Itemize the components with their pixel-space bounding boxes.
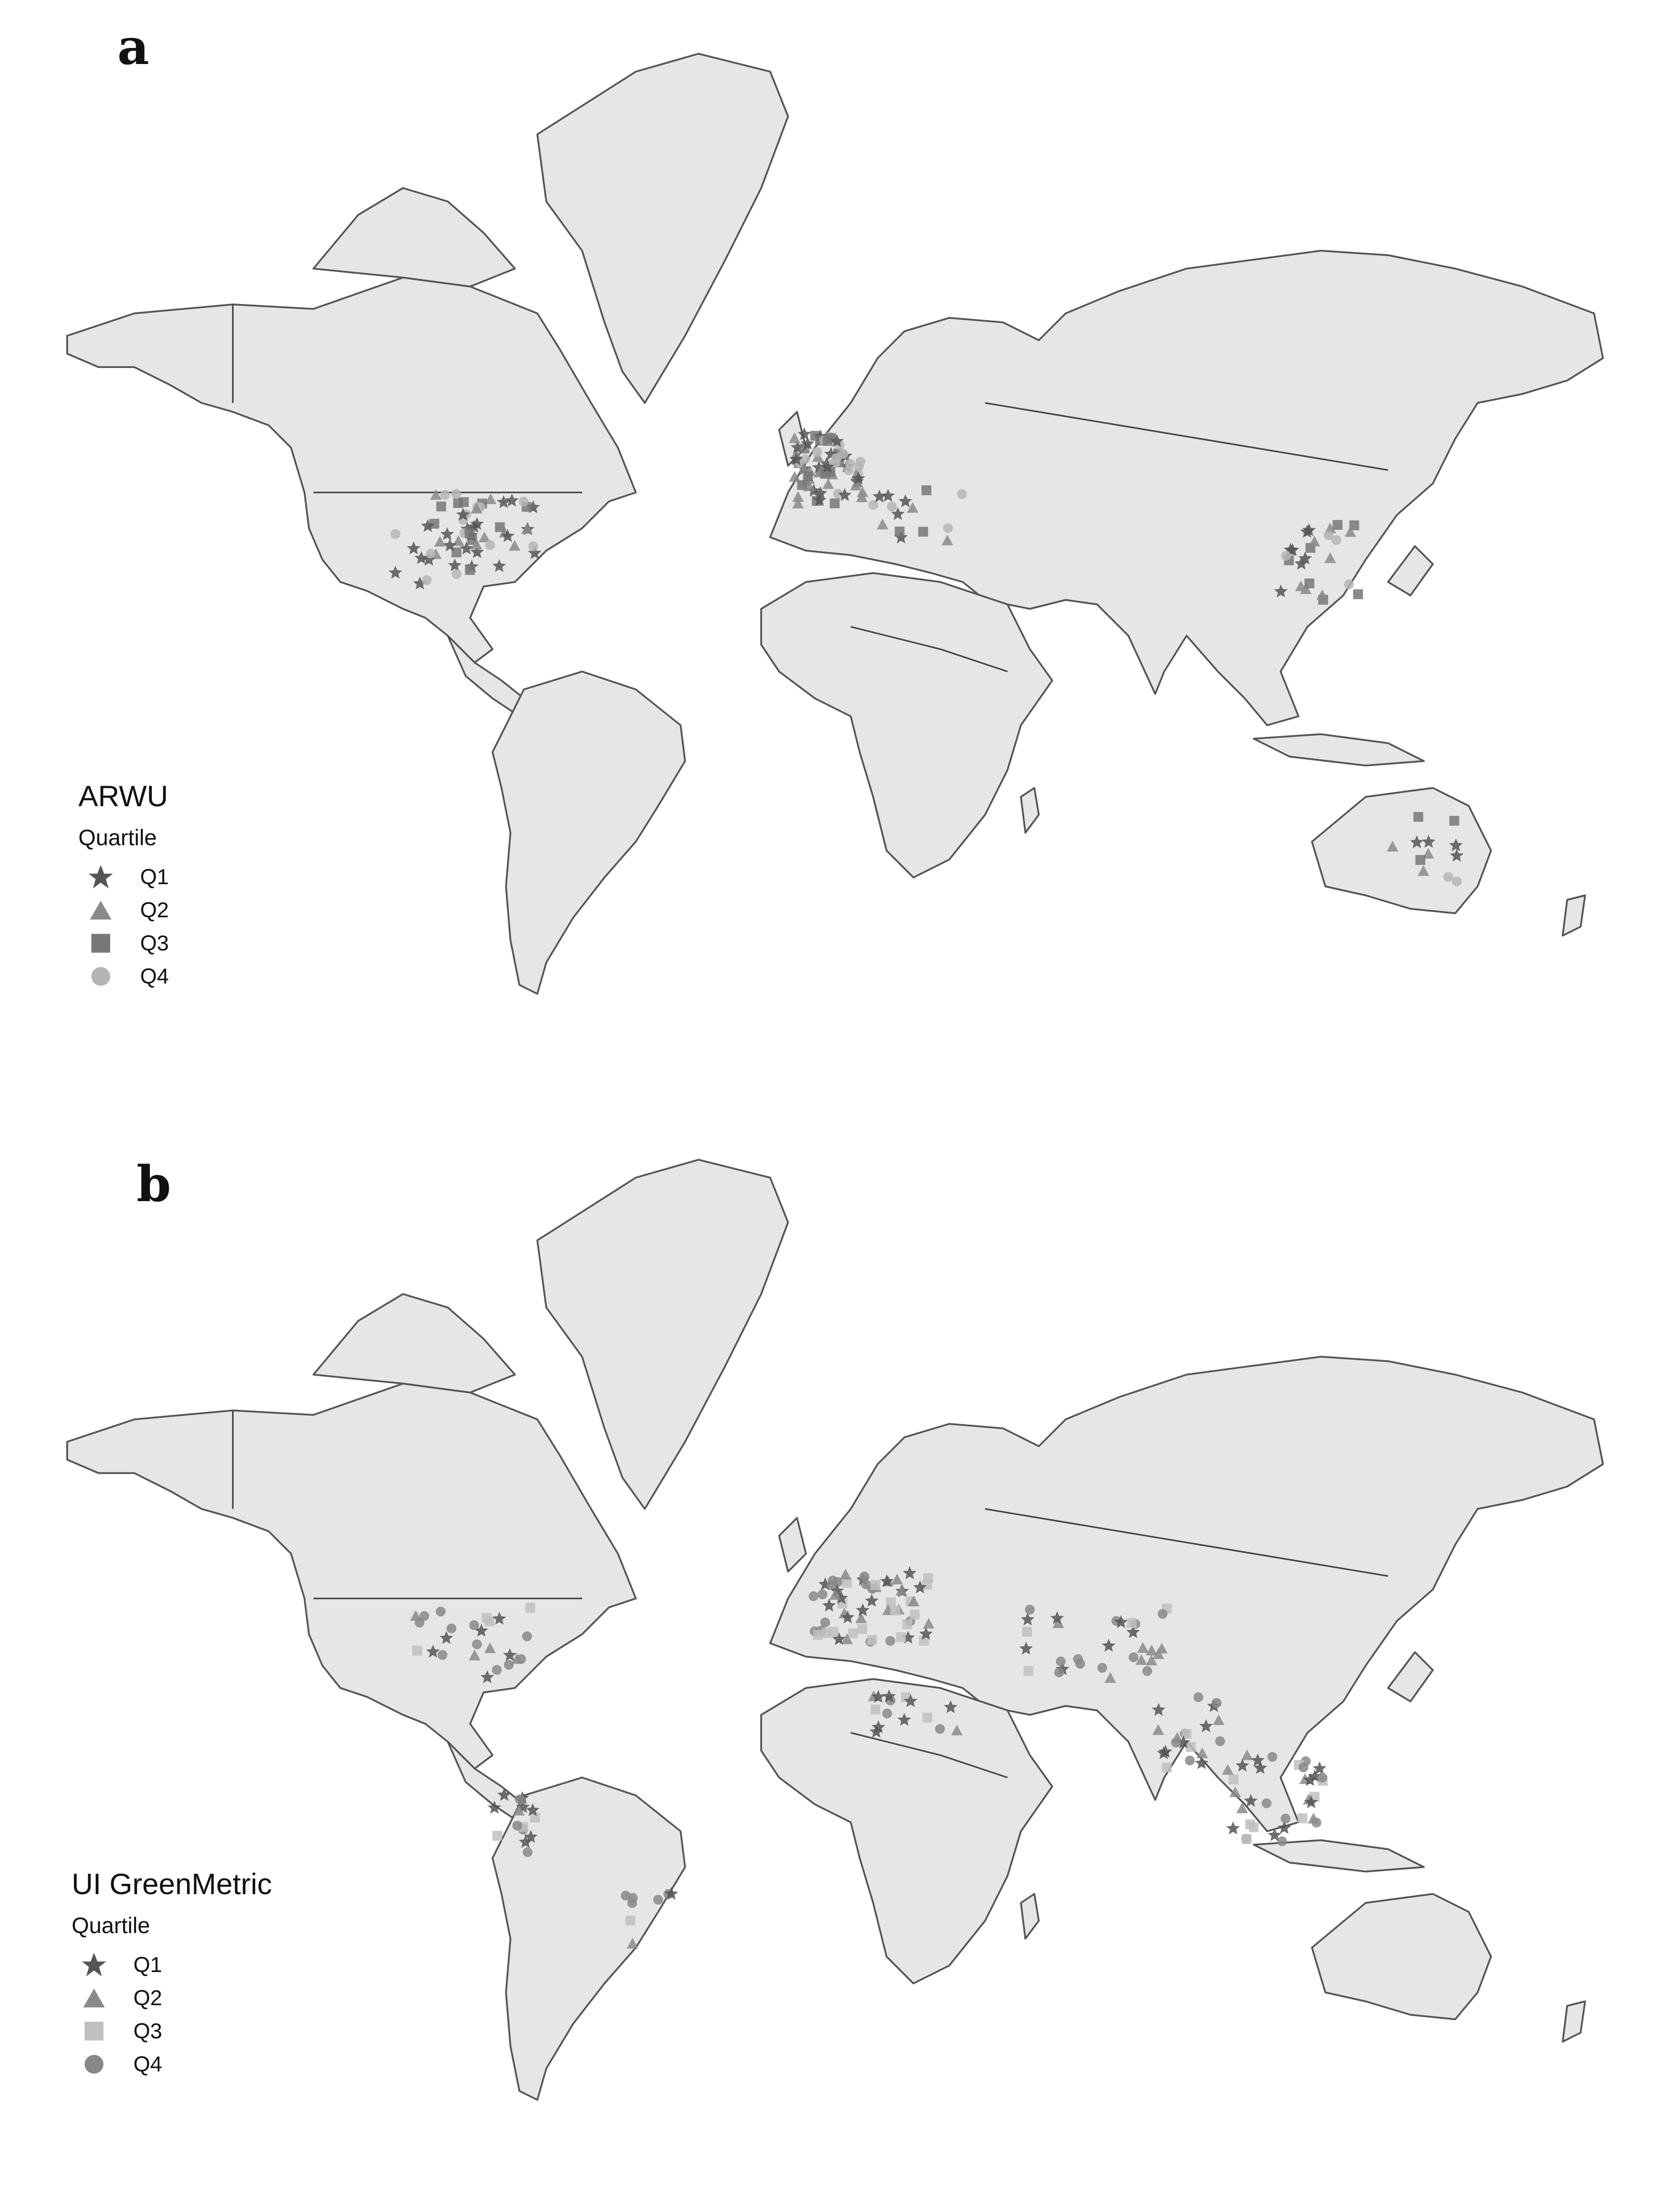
circle-marker [485,540,495,550]
square-marker [1333,520,1342,530]
square-marker [1022,1627,1032,1637]
square-marker [465,529,475,539]
circle-marker [472,1639,482,1649]
circle-marker [943,523,953,533]
square-marker [1162,1763,1172,1772]
square-marker [923,1573,933,1583]
square-marker [465,565,475,575]
circle-marker [957,489,967,499]
square-marker [1127,1618,1137,1628]
square-marker [910,1610,920,1620]
square-marker [412,1646,422,1656]
circle-marker [1171,1737,1181,1747]
square-icon [81,2018,107,2045]
square-marker [896,1632,906,1642]
star-marker [1226,1822,1240,1835]
circle-marker [422,575,432,585]
circle-marker [935,1724,945,1734]
square-marker [1415,855,1425,865]
square-marker [797,480,807,490]
landmasses [67,54,1603,994]
circle-marker [440,490,450,500]
circle-marker [1299,1763,1308,1772]
legend-item-q2 [72,1981,272,2015]
circle-marker [885,1636,895,1646]
legend-subtitle: Quartile [78,825,157,850]
square-marker [813,1630,823,1640]
legend-item-q4 [72,2048,272,2081]
canadian-arctic [313,1294,515,1393]
square-marker [870,1580,880,1590]
north-america [67,278,636,663]
square-marker [459,497,469,507]
panel-letter: a [117,18,150,76]
square-marker [493,1831,502,1841]
indonesia [1254,734,1424,766]
africa [761,573,1052,877]
circle-marker [621,1891,630,1900]
legend-item-q3 [72,2015,272,2048]
australia [1312,1894,1491,2019]
square-marker [857,1624,867,1634]
square-marker [870,1705,880,1715]
legend-label: Q4 [140,964,169,988]
square-marker [803,471,813,481]
square-marker [922,1713,932,1723]
star-icon [87,864,114,890]
circle-marker [469,1620,479,1630]
circle-marker [1025,1604,1035,1614]
legend-item-q1 [72,1948,272,1981]
square-marker [1245,1819,1255,1829]
circle-marker [452,569,462,579]
square-marker [436,501,446,511]
circle-marker [1281,1814,1290,1823]
square-marker [895,526,904,536]
circle-marker [1157,1609,1167,1619]
circle-marker [1443,872,1453,882]
circle-marker [1056,1656,1066,1666]
circle-marker [512,1821,522,1831]
circle-marker [1332,535,1341,545]
circle-marker [828,1575,838,1585]
square-marker [1242,1834,1251,1844]
square-marker [921,485,931,495]
square-icon [87,930,114,957]
japan [1388,1652,1433,1702]
circle-marker [1129,1652,1139,1662]
circle-marker [1452,877,1462,886]
legend-item-q4 [78,960,169,993]
circle-marker [1262,1798,1272,1808]
circle-marker [812,447,822,457]
legend-label: Q2 [140,898,169,922]
panel-letter: b [137,1155,171,1213]
square-marker [1414,812,1423,822]
madagascar [1021,1894,1039,1939]
circle-marker [1097,1663,1107,1673]
legend-label: Q1 [140,865,169,889]
circle-marker [426,549,436,559]
circle-marker [820,1617,830,1627]
legend-label: Q3 [133,2019,163,2043]
circle-marker [854,462,864,471]
legend-label: Q1 [133,1953,163,1977]
circle-marker [1073,1654,1083,1664]
square-marker [1298,1814,1307,1823]
circle-icon [81,2051,107,2078]
square-marker [1229,1775,1239,1784]
australia [1312,788,1491,913]
square-marker [1304,578,1314,588]
panel-b [0,1106,1680,2212]
square-marker [1186,1742,1196,1752]
square-marker [525,1603,535,1613]
circle-marker [519,496,528,506]
legend-item-q1 [78,860,169,894]
new-zealand [1563,2002,1585,2042]
square-marker [830,498,840,508]
circle-marker [437,1650,447,1660]
circle-marker [831,453,841,463]
circle-marker [1054,1668,1064,1677]
circle-marker [1142,1666,1152,1676]
uk [779,1518,806,1572]
new-zealand [1563,895,1585,936]
triangle-icon [87,897,114,924]
legend-title: ARWU [78,779,168,813]
circle-marker [627,1898,637,1908]
canadian-arctic [313,188,515,287]
square-marker [890,1605,900,1615]
circle-marker [1317,1772,1327,1782]
madagascar [1021,788,1039,833]
legend-title: UI GreenMetric [72,1867,272,1900]
circle-marker [1212,1698,1221,1708]
circle-marker [845,459,855,469]
circle-marker [1193,1692,1203,1702]
circle-icon [87,963,114,990]
circle-marker [522,1631,532,1641]
north-america [67,1384,636,1769]
circle-marker [390,529,400,539]
square-marker [1449,816,1459,826]
circle-marker [436,1607,446,1617]
square-marker [828,1627,838,1637]
circle-marker [653,1895,663,1905]
greenland [537,1160,788,1509]
square-marker [867,1635,877,1645]
legend-label: Q2 [133,1986,163,2010]
legend-label: Q3 [140,931,169,955]
circle-marker [446,1623,456,1633]
circle-marker [420,1611,429,1621]
legend-b [72,1867,272,2081]
square-marker [495,522,505,532]
square-marker [484,1617,494,1626]
circle-marker [818,1589,827,1599]
circle-marker [504,1660,514,1670]
square-marker [848,1628,858,1638]
square-marker [626,1916,635,1925]
circle-marker [1185,1756,1195,1766]
circle-marker [451,489,461,499]
circle-marker [1215,1736,1225,1746]
japan [1388,546,1433,595]
circle-marker [523,1847,532,1857]
square-marker [823,436,833,446]
legend-item-q2 [78,894,169,927]
circle-marker [1281,551,1291,561]
triangle-icon [81,1985,107,2011]
square-marker [1353,589,1363,599]
star-icon [81,1951,107,1978]
circle-marker [882,1708,892,1718]
legend-a [78,779,169,993]
legend-subtitle: Quartile [72,1913,150,1938]
square-marker [1024,1666,1033,1676]
square-marker [902,1619,912,1629]
legend-item-q3 [78,927,169,960]
circle-marker [1268,1752,1277,1762]
circle-marker [1344,579,1354,589]
south-america [493,672,685,994]
square-marker [918,527,928,537]
circle-marker [492,1665,502,1675]
circle-marker [809,1592,819,1601]
circle-marker [887,501,897,511]
legend-label: Q4 [133,2052,163,2076]
circle-marker [528,541,538,551]
circle-marker [859,1571,869,1581]
circle-marker [515,1794,525,1804]
greenland [537,54,788,403]
circle-marker [1277,1836,1287,1846]
